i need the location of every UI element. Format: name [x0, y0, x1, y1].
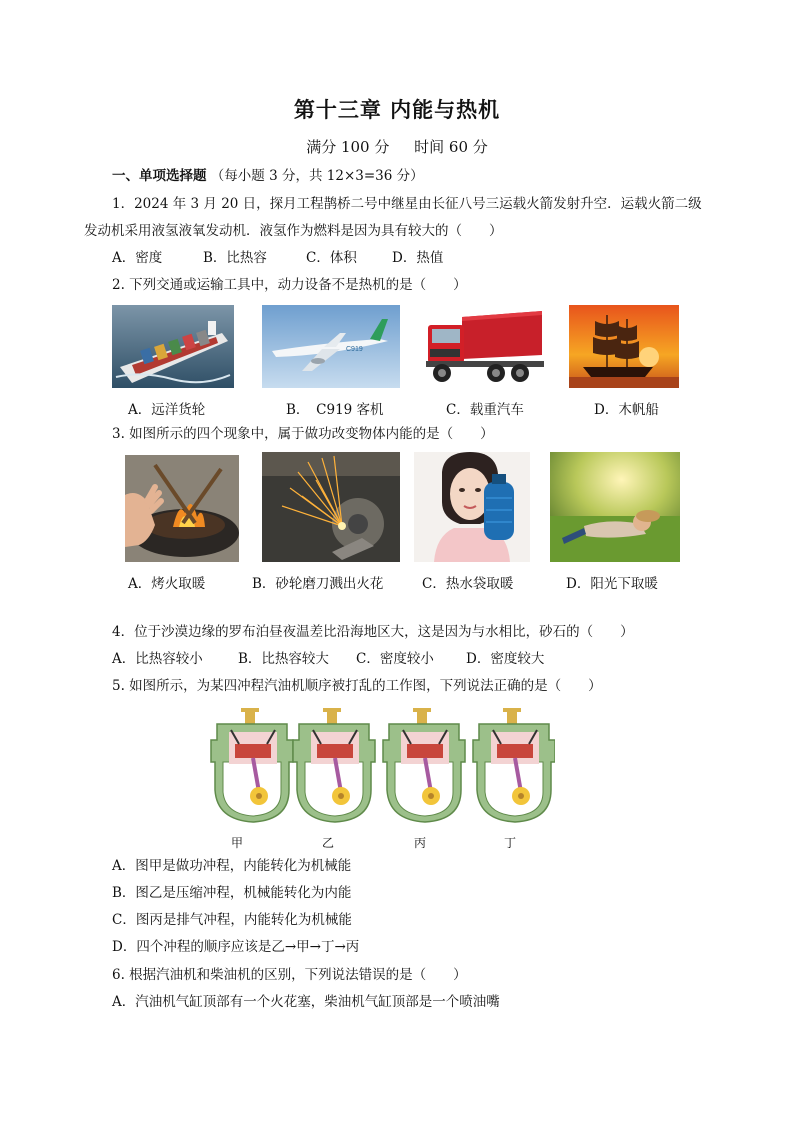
q1-stem-line2: 发动机采用液氢液氧发动机．液氢作为燃料是因为具有较大的（ ） [84, 223, 503, 239]
q4-option-a: A．比热容较小 [112, 651, 203, 667]
q3-caption-a: A．烤火取暖 [128, 576, 206, 592]
q4-option-c: C．密度较小 [356, 651, 434, 667]
q1-option-d: D．热值 [392, 250, 444, 266]
q5-option-d: D．四个冲程的顺序应该是乙→甲→丁→丙 [112, 939, 360, 955]
q5-stem: 5. 如图所示，为某四冲程汽油机顺序被打乱的工作图，下列说法正确的是（ ） [112, 678, 602, 694]
q5-option-b: B．图乙是压缩冲程，机械能转化为内能 [112, 885, 352, 901]
q3-caption-d: D．阳光下取暖 [566, 576, 658, 592]
q2-caption-b: B． C919 客机 [286, 402, 384, 418]
engine-label-ding: 丁 [504, 836, 517, 850]
section-scoring: （每小题 3 分，共 12×3=36 分） [210, 168, 424, 184]
cargo-ship-photo [112, 305, 234, 388]
page-title: 第十三章 内能与热机 [293, 97, 501, 122]
exam-info [0, 136, 794, 157]
section-heading [112, 166, 424, 186]
q1-option-a: A．密度 [112, 250, 163, 266]
section-title: 一、单项选择题 [112, 168, 207, 184]
campfire-photo [125, 455, 239, 562]
q4-stem: 4．位于沙漠边缘的罗布泊昼夜温差比沿海地区大，这是因为与水相比，砂石的（ ） [112, 624, 634, 640]
engine-label-bing: 丙 [414, 836, 427, 850]
q4-option-d: D．密度较大 [466, 651, 545, 667]
c919-plane-photo [262, 305, 400, 388]
dump-truck-photo [422, 305, 547, 388]
q2-caption-d: D．木帆船 [594, 402, 659, 418]
grinding-sparks-photo [262, 452, 400, 562]
q5-option-c: C．图丙是排气冲程，内能转化为机械能 [112, 912, 352, 928]
q4-option-b: B．比热容较大 [238, 651, 329, 667]
hot-water-bottle-photo [414, 452, 530, 562]
engine-strokes-figure [205, 700, 555, 840]
q2-stem: 2. 下列交通或运输工具中，动力设备不是热机的是（ ） [112, 277, 467, 293]
q1-stem-line1: 1．2024 年 3 月 20 日，探月工程鹊桥二号中继星由长征八号三运载火箭发射升空．运载火箭二级 [112, 196, 702, 212]
plane-livery-text: C919 [346, 346, 363, 353]
time-limit: 时间 60 分 [414, 138, 488, 156]
q3-stem: 3. 如图所示的四个现象中，属于做功改变物体内能的是（ ） [112, 426, 494, 442]
q1-option-b: B．比热容 [203, 250, 267, 266]
q3-caption-c: C．热水袋取暖 [422, 576, 514, 592]
engine-label-jia: 甲 [231, 836, 244, 850]
sailing-ship-photo [569, 305, 679, 388]
q2-caption-a: A．远洋货轮 [128, 402, 206, 418]
full-score: 满分 100 分 [306, 138, 390, 156]
sunbathing-photo [550, 452, 680, 562]
q2-caption-c: C．载重汽车 [446, 402, 524, 418]
q1-option-c: C．体积 [306, 250, 357, 266]
q5-option-a: A．图甲是做功冲程，内能转化为机械能 [112, 858, 352, 874]
q6-stem: 6. 根据汽油机和柴油机的区别，下列说法错误的是（ ） [112, 967, 467, 983]
engine-label-yi: 乙 [322, 836, 335, 850]
q6-option-a: A．汽油机气缸顶部有一个火花塞，柴油机气缸顶部是一个喷油嘴 [112, 994, 500, 1010]
q3-caption-b: B．砂轮磨刀溅出火花 [252, 576, 384, 592]
